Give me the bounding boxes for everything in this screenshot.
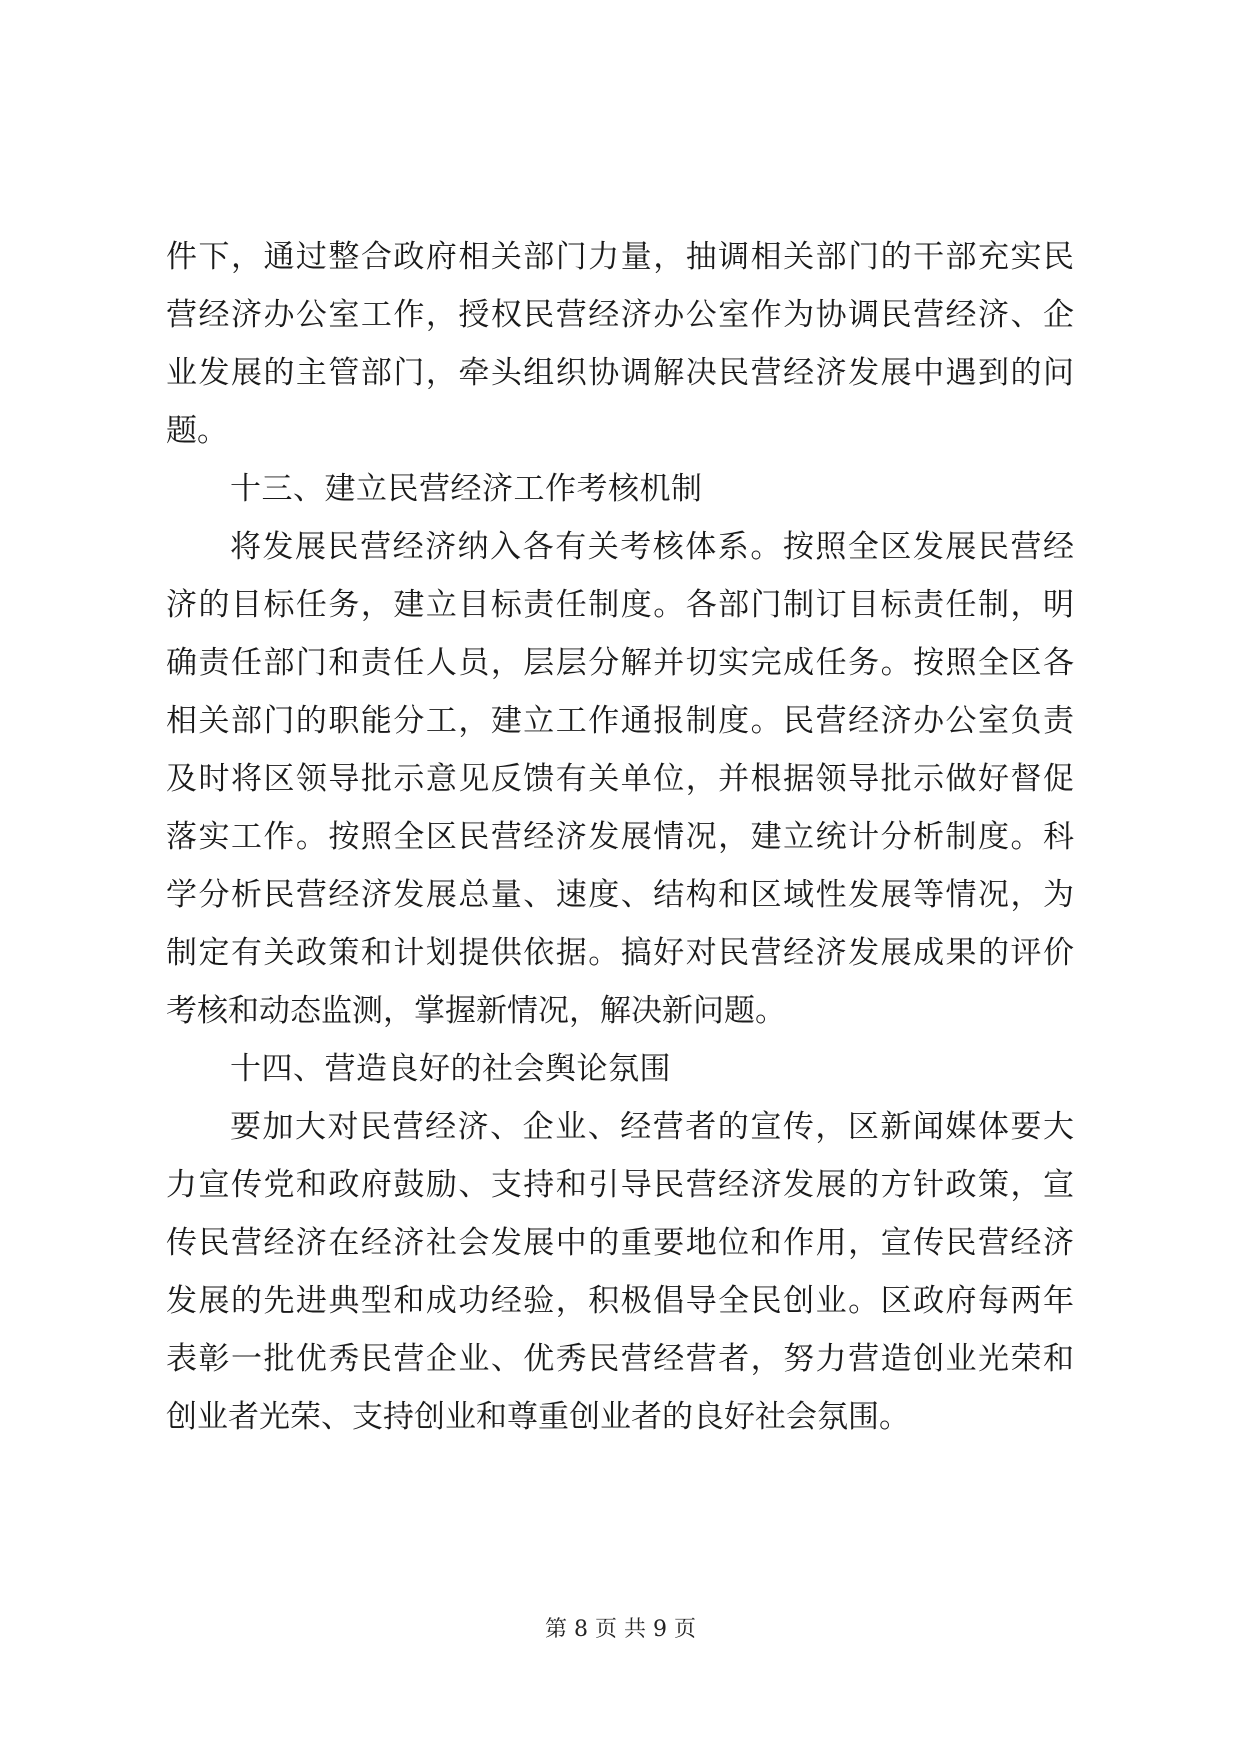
document-body — [166, 228, 1074, 1446]
paragraph-publicity — [166, 1098, 1074, 1446]
text-line: 发展的先进典型和成功经验，积极倡导全民创业。区政府每两年 — [166, 1283, 1074, 1319]
paragraph-assessment — [166, 518, 1074, 1040]
section-heading-14: 十四、营造良好的社会舆论氛围 — [230, 1051, 671, 1087]
paragraph-continuation — [166, 228, 1074, 460]
section-heading-13: 十三、建立民营经济工作考核机制 — [230, 471, 703, 507]
text-line: 传民营经济在经济社会发展中的重要地位和作用，宣传民营经济 — [166, 1225, 1074, 1261]
text-line: 营经济办公室工作，授权民营经济办公室作为协调民营经济、企 — [166, 297, 1074, 333]
text-line: 确责任部门和责任人员，层层分解并切实完成任务。按照全区各 — [166, 645, 1074, 681]
text-line: 落实工作。按照全区民营经济发展情况，建立统计分析制度。科 — [166, 819, 1074, 855]
text-line: 制定有关政策和计划提供依据。搞好对民营经济发展成果的评价 — [166, 935, 1074, 971]
text-line: 及时将区领导批示意见反馈有关单位，并根据领导批示做好督促 — [166, 761, 1074, 797]
text-line: 题。 — [166, 413, 228, 449]
text-line: 学分析民营经济发展总量、速度、结构和区域性发展等情况，为 — [166, 877, 1074, 913]
text-line: 济的目标任务，建立目标责任制度。各部门制订目标责任制，明 — [166, 587, 1074, 623]
text-line: 考核和动态监测，掌握新情况，解决新问题。 — [166, 993, 786, 1029]
text-line: 业发展的主管部门，牵头组织协调解决民营经济发展中遇到的问 — [166, 355, 1074, 391]
page-footer: 第 8 页 共 9 页 — [545, 1617, 696, 1642]
text-line: 要加大对民营经济、企业、经营者的宣传，区新闻媒体要大 — [230, 1109, 1074, 1145]
text-line: 力宣传党和政府鼓励、支持和引导民营经济发展的方针政策，宣 — [166, 1167, 1074, 1203]
text-line: 表彰一批优秀民营企业、优秀民营经营者，努力营造创业光荣和 — [166, 1341, 1074, 1377]
text-line: 件下，通过整合政府相关部门力量，抽调相关部门的干部充实民 — [166, 239, 1074, 275]
text-line: 创业者光荣、支持创业和尊重创业者的良好社会氛围。 — [166, 1399, 910, 1435]
text-line: 相关部门的职能分工，建立工作通报制度。民营经济办公室负责 — [166, 703, 1074, 739]
text-line: 将发展民营经济纳入各有关考核体系。按照全区发展民营经 — [230, 529, 1074, 565]
